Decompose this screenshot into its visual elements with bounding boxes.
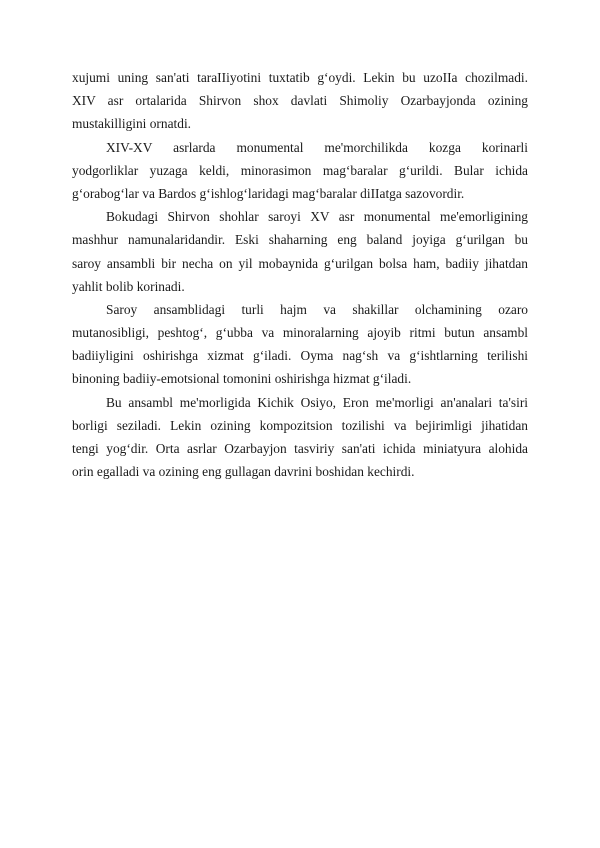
text-line: borligi seziladi. Lekin ozining kompozitsion tozilishi va bejirimligi jihatidan	[72, 417, 528, 433]
text-line: saroy ansambli bir necha on yil mobaynida g‘urilgan bolsa ham, badiiy jihatdan	[72, 255, 528, 271]
text-line: badiiyligini oshirishga xizmat g‘iladi. Oyma nag‘sh va g‘ishtlarning terilishi	[72, 348, 528, 364]
text-line: Bu ansambl me'morligida Kichik Osiyo, Eron me'morligi an'analari ta'siri	[106, 394, 528, 410]
text-line: orin egalladi va ozining eng gullagan davrini boshidan kechirdi.	[72, 464, 415, 480]
text-line: mashhur namunalaridandir. Eski shaharning eng baland joyiga g‘urilgan bu	[72, 232, 528, 248]
paragraph-5	[72, 391, 528, 484]
text-line: mutanosibligi, peshtog‘, g‘ubba va minoralarning ajoyib ritmi butun ansambl	[72, 325, 528, 341]
text-line: mustakilligini ornatdi.	[72, 116, 192, 132]
paragraph-1	[72, 66, 528, 136]
paragraph-2	[72, 136, 528, 206]
text-line: yodgorliklar yuzaga keldi, minorasimon mag‘baralar g‘urildi. Bular ichida	[72, 162, 528, 178]
text-line: yahlit bolib korinadi.	[72, 278, 185, 294]
text-line: XIV asr ortalarida Shirvon shox davlati Shimoliy Ozarbayjonda ozining	[72, 93, 528, 109]
text-line: xujumi uning san'ati taraIIiyotini tuxtatib g‘oydi. Lekin bu uzoIIa chozilmadi.	[72, 70, 528, 85]
text-line: Bokudagi Shirvon shohlar saroyi XV asr monumental me'emorligining	[106, 209, 528, 225]
text-line: g‘orabog‘lar va Bardos g‘ishlog‘laridagi mag‘baralar diIIatga sazovordir.	[72, 185, 465, 201]
body-text	[72, 66, 528, 483]
text-line: binoning badiiy-emotsional tomonini oshirishga hizmat g‘iladi.	[72, 371, 412, 387]
paragraph-4	[72, 298, 528, 391]
text-line: XIV-XV asrlarda monumental me'morchilikda kozga korinarli	[106, 139, 528, 155]
text-line: Saroy ansamblidagi turli hajm va shakillar olchamining ozaro	[106, 301, 528, 317]
paragraph-3	[72, 205, 528, 298]
text-line: tengi yog‘dir. Orta asrlar Ozarbayjon tasviriy san'ati ichida miniatyura alohida	[72, 441, 528, 456]
